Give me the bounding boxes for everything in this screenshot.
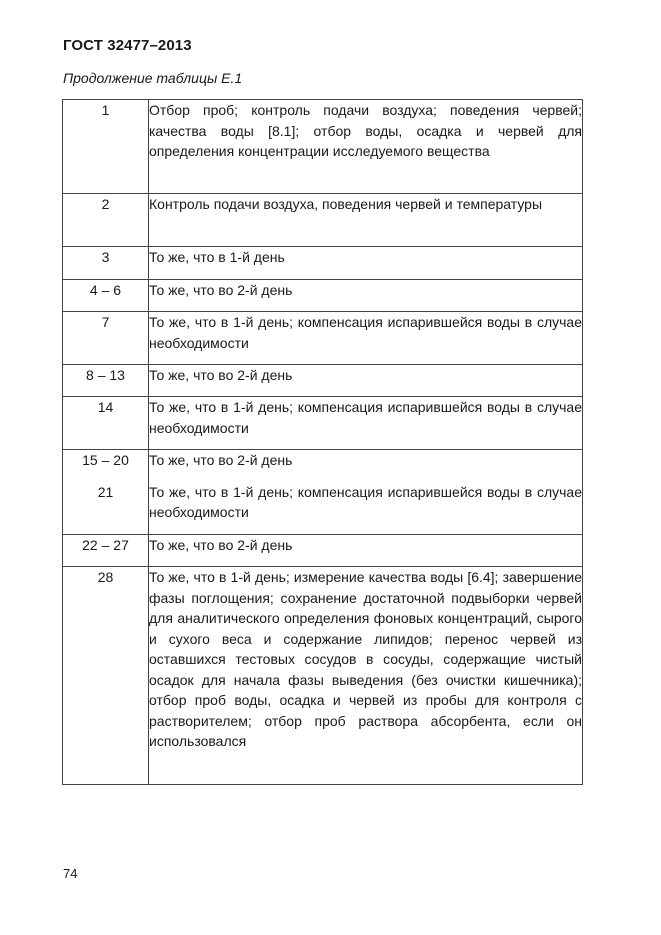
day-cell: 3	[63, 247, 149, 280]
day-cell: 14	[63, 397, 149, 450]
action-cell: То же, что в 1-й день; компенсация испарившейся воды в случае необходимости	[149, 312, 583, 365]
day-cell: 15 – 20	[63, 450, 149, 482]
day-cell: 1	[63, 100, 149, 194]
day-cell: 2	[63, 194, 149, 247]
action-cell: То же, что в 1-й день; компенсация испарившейся воды в случае необходимости	[149, 482, 583, 535]
day-cell: 28	[63, 567, 149, 785]
action-cell: То же, что в 1-й день; измерение качества воды [6.4]; завершение фазы поглощения; сохранение достаточной подвыборки червей для аналитического определения фоновых концентраций, сырого и сухого веса и содержание липидов; перенос червей из оставшихся тестовых сосудов в сосуды, содержащие чистый осадок для начала фазы выведения (без очистки кишечника); отбор проб воды, осадка и червей из пробы для контроля с растворителем; отбор проб раствора абсорбента, если он использовался	[149, 567, 583, 785]
day-cell: 7	[63, 312, 149, 365]
action-cell: То же, что во 2-й день	[149, 450, 583, 482]
table-row	[63, 194, 583, 247]
action-cell: То же, что в 1-й день	[149, 247, 583, 280]
table-row	[63, 567, 583, 785]
table-row	[63, 450, 583, 482]
day-cell: 8 – 13	[63, 365, 149, 397]
table-row	[63, 100, 583, 194]
table-row	[63, 280, 583, 312]
day-cell: 22 – 27	[63, 535, 149, 567]
standard-number: ГОСТ 32477–2013	[63, 37, 192, 54]
day-cell: 21	[63, 482, 149, 535]
table-row	[63, 535, 583, 567]
action-cell: Отбор проб; контроль подачи воздуха; поведения червей; качества воды [8.1]; отбор воды, осадка и червей для определения концентрации исследуемого вещества	[149, 100, 583, 194]
action-cell: То же, что во 2-й день	[149, 365, 583, 397]
schedule-table	[62, 99, 583, 785]
table-row	[63, 365, 583, 397]
page-number: 74	[63, 866, 78, 881]
table-caption: Продолжение таблицы Е.1	[63, 70, 243, 86]
table-row	[63, 397, 583, 450]
action-cell: То же, что во 2-й день	[149, 280, 583, 312]
table-row	[63, 247, 583, 280]
day-cell: 4 – 6	[63, 280, 149, 312]
table-row	[63, 312, 583, 365]
action-cell: То же, что во 2-й день	[149, 535, 583, 567]
action-cell: Контроль подачи воздуха, поведения червей и температуры	[149, 194, 583, 247]
action-cell: То же, что в 1-й день; компенсация испарившейся воды в случае необходимости	[149, 397, 583, 450]
table-row	[63, 482, 583, 535]
